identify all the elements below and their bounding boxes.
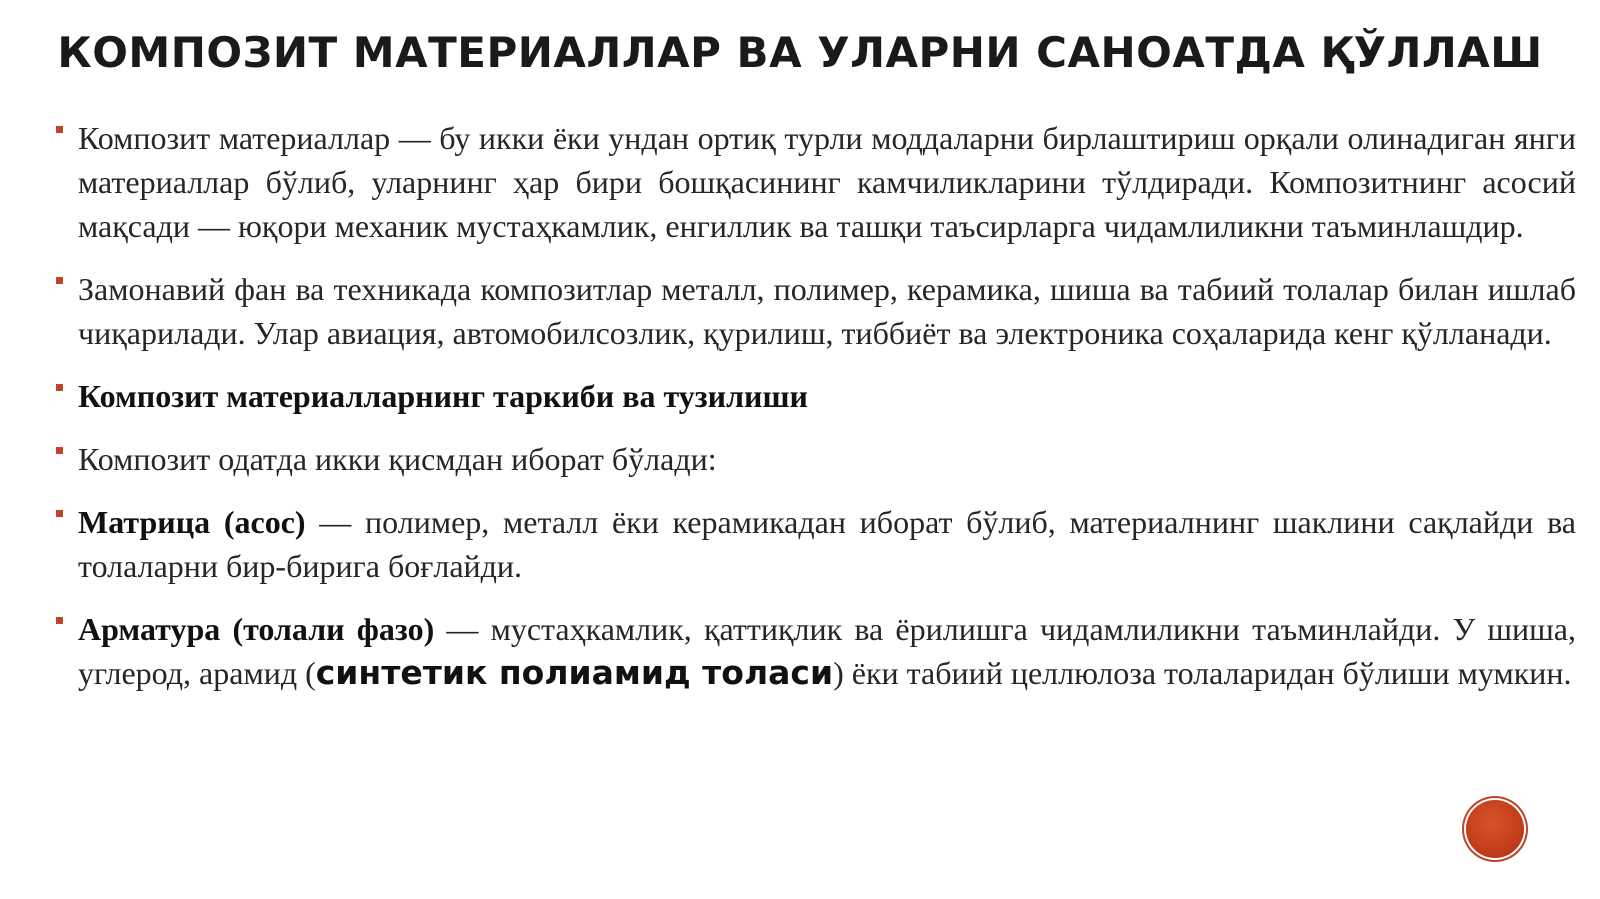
term-matrix: Матрица (асос) xyxy=(78,504,306,540)
bullet-matrix xyxy=(54,500,1576,588)
bullet-text-after: ) ёки табиий целлюлоза толаларидан бўлиши мумкин. xyxy=(833,655,1572,691)
next-slide-button[interactable] xyxy=(1466,800,1524,858)
section-heading: Композит материалларнинг таркиби ва тузилиши xyxy=(78,378,808,414)
bullet-text: — полимер, металл ёки керамикадан иборат бўлиб, материалнинг шаклини сақлайди ва толаларни бир-бирига боғлайди. xyxy=(78,504,1577,584)
bullet-marker-icon xyxy=(56,126,63,133)
bullet-marker-icon xyxy=(56,384,63,391)
bullet-marker-icon xyxy=(56,277,63,284)
bullet-reinforcement xyxy=(54,607,1576,695)
term-reinforcement: Арматура (толали фазо) xyxy=(78,611,435,647)
bullet-text-before: — мустаҳкамлик, қаттиқлик ва ёрилишга чидамлиликни таъминлайди. У шиша, углерод, арамид ( xyxy=(78,611,1577,691)
highlight-term: синтетик полиамид толаси xyxy=(315,653,834,692)
slide-content xyxy=(54,116,1576,714)
bullet-marker-icon xyxy=(56,447,63,454)
bullet-text: Композит одатда икки қисмдан иборат бўлади: xyxy=(78,441,717,477)
bullet-section-heading xyxy=(54,374,1576,418)
bullet-text: Композит материаллар — бу икки ёки ундан ортиқ турли моддаларни бирлаштириш орқали олинадиган янги материаллар бўлиб, уларнинг ҳар бири бошқасининг камчиликларини тўлдиради. Композитнинг асосий мақсади — юқори механик мустаҳкамлик, енгиллик ва ташқи таъсирларга чидамлиликни таъминлашдир. xyxy=(78,120,1576,244)
bullet-marker-icon xyxy=(56,510,63,517)
bullet-definition xyxy=(54,116,1576,248)
bullet-marker-icon xyxy=(56,617,63,624)
bullet-applications xyxy=(54,267,1576,355)
slide-title: КОМПОЗИТ МАТЕРИАЛЛАР ВА УЛАРНИ САНОАТДА ҚЎЛЛАШ xyxy=(57,28,1543,77)
bullet-text: Замонавий фан ва техникада композитлар металл, полимер, керамика, шиша ва табиий толалар билан ишлаб чиқарилади. Улар авиация, автомобилсозлик, қурилиш, тиббиёт ва электроника соҳаларида кенг қўлланади. xyxy=(78,271,1576,351)
bullet-parts-intro xyxy=(54,437,1576,481)
